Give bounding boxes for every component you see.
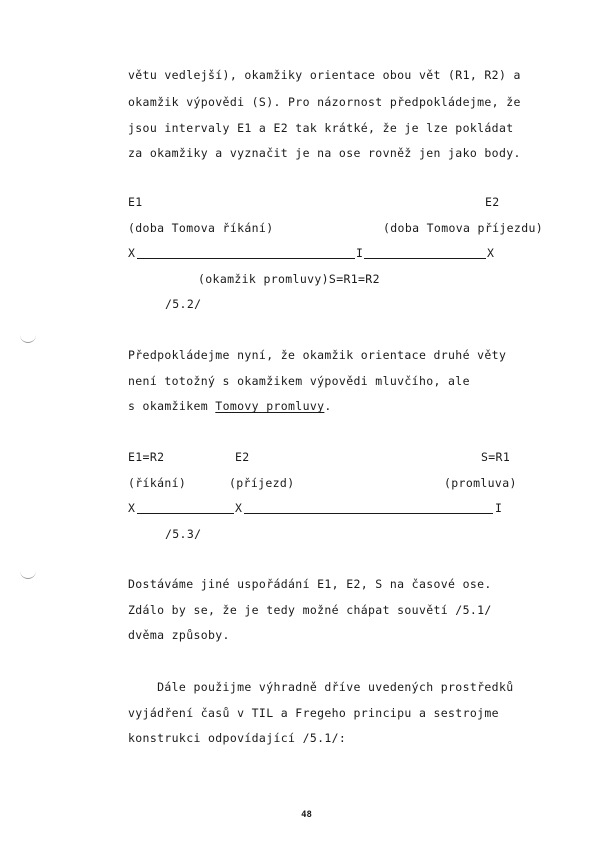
timeline-line bbox=[364, 258, 486, 259]
text-line: okamžik výpovědi (S). Pro názornost předpokládejme, že bbox=[128, 95, 521, 109]
text-line: Dále použijme výhradně dříve uvedených prostředků bbox=[128, 680, 514, 694]
diagram-below-label: (okamžik promluvy)S=R1=R2 bbox=[198, 272, 380, 286]
text-line: Předpokládejme nyní, že okamžik orientace druhé věty bbox=[128, 348, 507, 362]
text-line: není totožný s okamžikem výpovědi mluvčího, ale bbox=[128, 374, 470, 388]
timeline-line bbox=[137, 258, 355, 259]
timeline-mark-x-right: X bbox=[487, 246, 494, 260]
timeline-line bbox=[137, 513, 234, 514]
diagram-label-e1: E1 bbox=[128, 195, 143, 209]
diagram-label-e1-r2: E1=R2 bbox=[128, 450, 165, 464]
formula-number: /5.3/ bbox=[165, 527, 202, 541]
diagram-label-e2: E2 bbox=[485, 195, 500, 209]
timeline-mark-i: I bbox=[495, 501, 502, 515]
diagram-label-e2: E2 bbox=[235, 450, 250, 464]
text-line: větu vedlejší), okamžiky orientace obou vět (R1, R2) a bbox=[128, 68, 521, 82]
timeline-mark-x-mid: X bbox=[235, 501, 242, 515]
diagram-desc-1: (říkání) bbox=[128, 476, 187, 490]
text-line bbox=[128, 399, 332, 413]
margin-mark-upper bbox=[20, 334, 36, 343]
page-number: 48 bbox=[301, 810, 312, 820]
timeline-mark-x-left: X bbox=[128, 501, 135, 515]
diagram-desc-2: (příjezd) bbox=[229, 476, 295, 490]
text-line: konstrukci odpovídající /5.1/: bbox=[128, 731, 347, 745]
text-line: vyjádření časů v TIL a Fregeho principu a sestrojme bbox=[128, 706, 499, 720]
timeline-line bbox=[244, 513, 493, 514]
timeline-mark-x-left: X bbox=[128, 246, 135, 260]
underlined-text: Tomovy promluvy bbox=[215, 399, 325, 413]
text-line: Dostáváme jiné uspořádání E1, E2, S na časové ose. bbox=[128, 577, 492, 591]
diagram-label-s-r1: S=R1 bbox=[481, 450, 511, 464]
margin-mark-lower bbox=[20, 570, 36, 579]
text-segment: . bbox=[324, 399, 332, 413]
diagram-desc-left: (doba Tomova říkání) bbox=[128, 221, 274, 235]
text-line: dvěma způsoby. bbox=[128, 628, 230, 642]
text-segment: s okamžikem bbox=[128, 399, 216, 413]
formula-number: /5.2/ bbox=[165, 297, 202, 311]
diagram-desc-right: (doba Tomova příjezdu) bbox=[383, 221, 544, 235]
diagram-desc-3: (promluva) bbox=[444, 476, 517, 490]
text-line: Zdálo by se, že je tedy možné chápat souvětí /5.1/ bbox=[128, 603, 492, 617]
text-line: za okamžiky a vyznačit je na ose rovněž jen jako body. bbox=[128, 146, 521, 160]
text-line: jsou intervaly E1 a E2 tak krátké, že je lze pokládat bbox=[128, 121, 514, 135]
timeline-mark-i: I bbox=[356, 246, 363, 260]
